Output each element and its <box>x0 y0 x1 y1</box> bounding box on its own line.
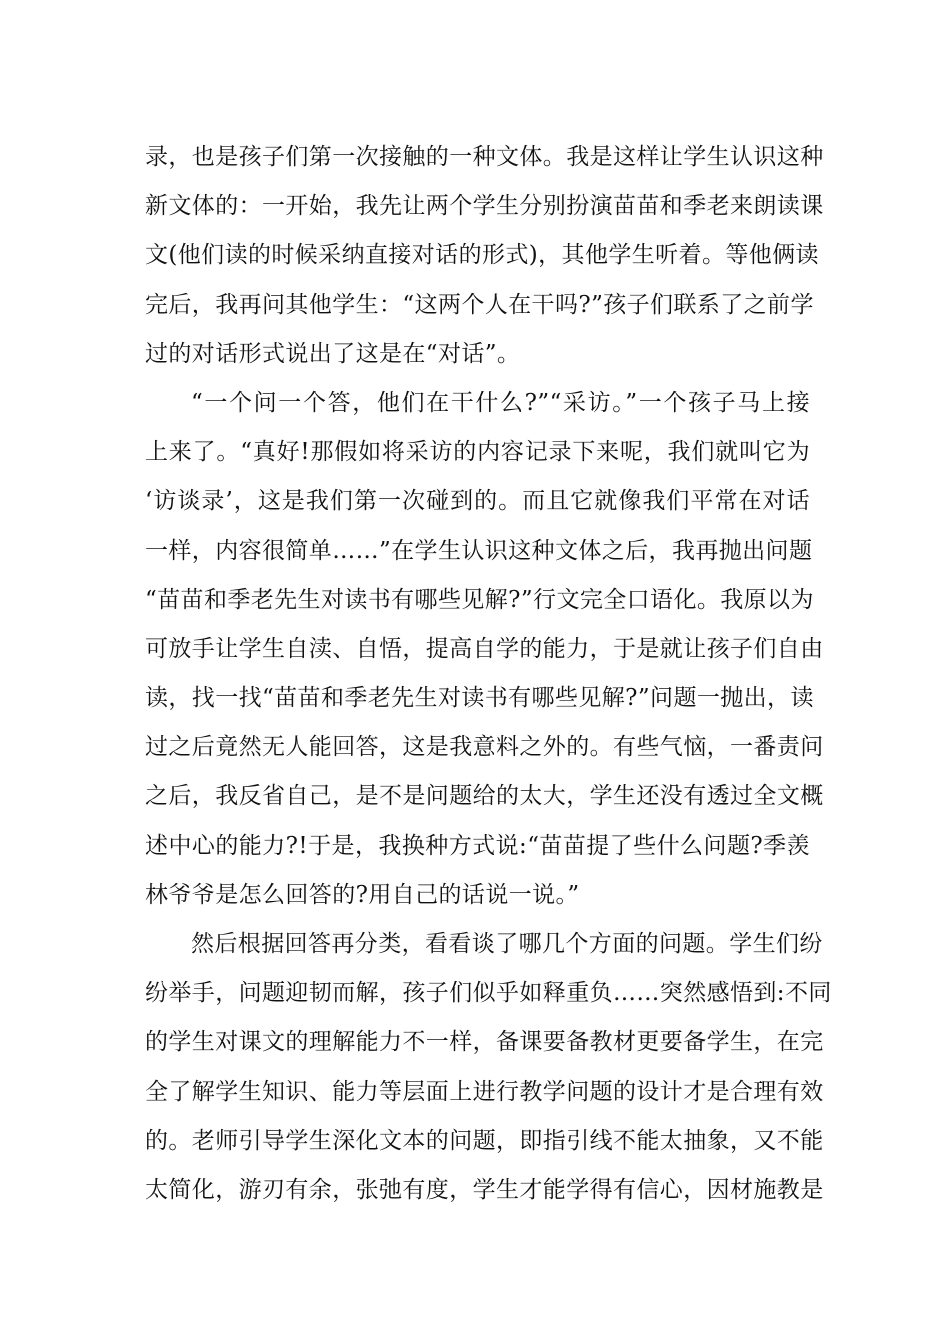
text-line: ‘访谈录’，这是我们第一次碰到的。而且它就像我们平常在对话 <box>145 488 810 515</box>
text-line: 可放手让学生自渎、自悟，提高自学的能力，于是就让孩子们自由 <box>145 635 824 662</box>
text-line: 过之后竟然无人能回答，这是我意料之外的。有些气恼，一番责问 <box>145 734 824 761</box>
text-line: “苗苗和季老先生对读书有哪些见解?”行文完全口语化。我原以为 <box>145 586 814 613</box>
text-line: 新文体的：一开始，我先让两个学生分别扮演苗苗和季老来朗读课 <box>145 193 824 220</box>
text-line: 林爷爷是怎么回答的?用自己的话说一说。” <box>145 881 580 908</box>
text-line: 读，找一找“苗苗和季老先生对读书有哪些见解?”问题一抛出，读 <box>145 685 814 712</box>
text-line: “一个问一个答，他们在干什么?”“采访。”一个孩子马上接 <box>191 389 810 416</box>
text-line: 的。老师引导学生深化文本的问题，即指引线不能太抽象，又不能 <box>145 1127 824 1154</box>
document-body <box>145 133 832 1215</box>
text-line: 述中心的能力?!于是，我换种方式说:“苗苗提了些什么问题?季羡 <box>145 832 810 859</box>
text-line: 一样，内容很简单……”在学生认识这种文体之后，我再抛出问题 <box>145 537 813 564</box>
text-line: 之后，我反省自己，是不是问题给的太大，学生还没有透过全文概 <box>145 783 824 810</box>
paragraph-2 <box>145 379 824 920</box>
text-line: 录，也是孩子们第一次接触的一种文体。我是这样让学生认识这种 <box>145 144 824 170</box>
paragraph-3 <box>145 920 832 1215</box>
text-line: 全了解学生知识、能力等层面上进行教学问题的设计才是合理有效 <box>145 1078 824 1105</box>
text-line: 然后根据回答再分类，看看谈了哪几个方面的问题。学生们纷 <box>191 931 823 957</box>
text-line: 的学生对课文的理解能力不一样，备课要备教材更要备学生，在完 <box>145 1029 824 1056</box>
text-line: 过的对话形式说出了这是在“对话”。 <box>145 340 521 367</box>
text-line: 上来了。“真好!那假如将采访的内容记录下来呢，我们就叫它为 <box>145 439 810 466</box>
text-line: 完后，我再问其他学生：“这两个人在干吗?”孩子们联系了之前学 <box>145 291 814 318</box>
text-line: 文(他们读的时候采纳直接对话的形式)，其他学生听着。等他俩读 <box>145 242 819 269</box>
text-line: 纷举手，问题迎韧而解，孩子们似乎如释重负……突然感悟到:不同 <box>145 980 832 1007</box>
text-line: 太简化，游刃有余，张弛有度，学生才能学得有信心，因材施教是 <box>145 1176 824 1203</box>
paragraph-1 <box>145 133 824 379</box>
